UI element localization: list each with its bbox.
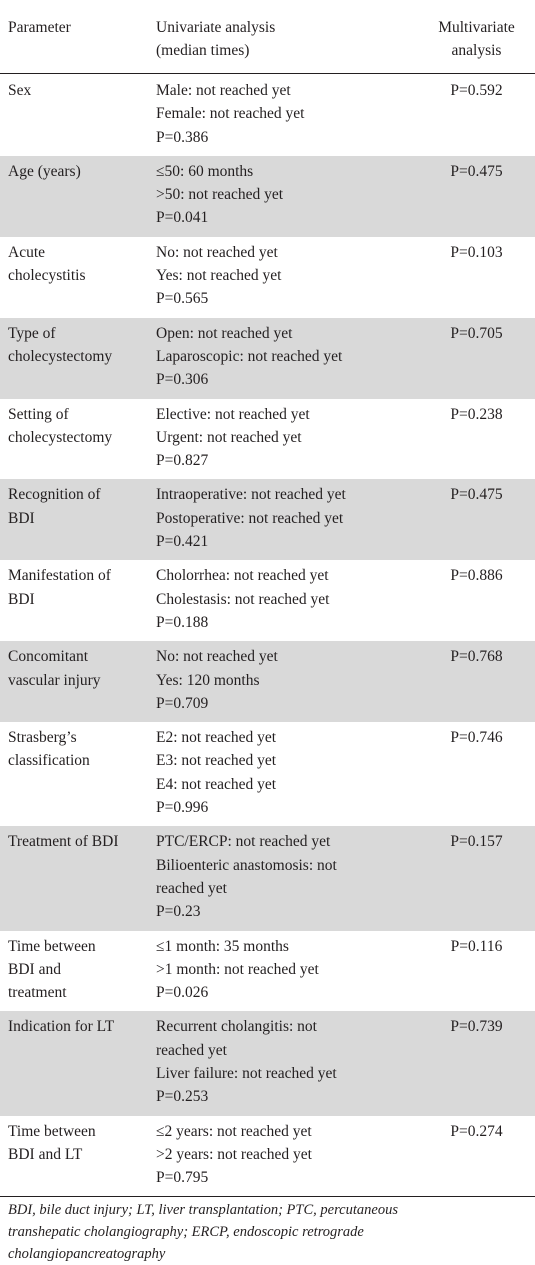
parameter-text: Treatment of BDI xyxy=(8,833,119,851)
parameter-cell xyxy=(0,237,156,318)
table-row xyxy=(0,826,535,930)
univariate-cell xyxy=(156,237,418,318)
univariate-text: PTC/ERCP: not reached yet xyxy=(156,833,331,851)
table-row xyxy=(0,560,535,641)
parameter-cell xyxy=(0,399,156,480)
multivariate-cell xyxy=(418,560,535,641)
table-row xyxy=(0,641,535,722)
univariate-text: Cholorrhea: not reached yet xyxy=(156,567,329,585)
table-header xyxy=(0,0,535,74)
univariate-cell xyxy=(156,641,418,722)
multivariate-p-value: P=0.116 xyxy=(450,937,503,955)
table-row xyxy=(0,931,535,1012)
multivariate-cell xyxy=(418,641,535,722)
table-row xyxy=(0,237,535,318)
parameter-text: BDI and xyxy=(8,960,61,978)
univariate-text: E3: not reached yet xyxy=(156,752,277,770)
univariate-text: P=0.041 xyxy=(156,209,209,227)
multivariate-cell xyxy=(418,74,535,156)
parameter-cell xyxy=(0,318,156,399)
multivariate-p-value: P=0.274 xyxy=(450,1122,503,1140)
parameter-cell xyxy=(0,1116,156,1197)
multivariate-p-value: P=0.746 xyxy=(450,729,503,747)
header-parameter-text: Parameter xyxy=(8,19,71,36)
parameter-cell xyxy=(0,641,156,722)
parameter-text: Sex xyxy=(8,82,32,99)
table-row xyxy=(0,74,535,156)
multivariate-cell xyxy=(418,722,535,826)
multivariate-p-value: P=0.705 xyxy=(450,324,503,342)
univariate-text: Intraoperative: not reached yet xyxy=(156,486,346,504)
table-row xyxy=(0,1011,535,1115)
parameter-text: Time between xyxy=(8,1122,96,1140)
univariate-text: Laparoscopic: not reached yet xyxy=(156,347,343,365)
univariate-text: E4: not reached yet xyxy=(156,775,277,793)
multivariate-cell xyxy=(418,1116,535,1197)
header-multivariate-line: analysis xyxy=(451,42,502,59)
univariate-cell xyxy=(156,399,418,480)
univariate-text: P=0.565 xyxy=(156,290,209,308)
parameter-text: cholecystitis xyxy=(8,267,86,285)
multivariate-p-value: P=0.739 xyxy=(450,1018,503,1036)
parameter-cell xyxy=(0,722,156,826)
parameter-text: Indication for LT xyxy=(8,1018,115,1036)
parameter-text: BDI xyxy=(8,509,35,527)
univariate-text: Cholestasis: not reached yet xyxy=(156,590,330,608)
parameter-cell xyxy=(0,156,156,237)
univariate-cell xyxy=(156,1011,418,1115)
univariate-text: P=0.253 xyxy=(156,1088,209,1106)
univariate-cell xyxy=(156,479,418,560)
multivariate-p-value: P=0.592 xyxy=(450,82,503,99)
univariate-text: reached yet xyxy=(156,1041,227,1059)
univariate-text: Yes: not reached yet xyxy=(156,267,282,285)
parameter-text: Time between xyxy=(8,937,96,955)
parameter-text: treatment xyxy=(8,984,67,1002)
header-univariate xyxy=(156,0,418,74)
univariate-text: P=0.026 xyxy=(156,984,209,1002)
parameter-text: BDI and LT xyxy=(8,1145,83,1163)
univariate-cell xyxy=(156,156,418,237)
parameter-text: Type of xyxy=(8,324,56,342)
univariate-text: P=0.709 xyxy=(156,694,209,712)
parameter-text: Manifestation of xyxy=(8,567,111,585)
univariate-cell xyxy=(156,722,418,826)
univariate-text: Liver failure: not reached yet xyxy=(156,1064,337,1082)
univariate-text: >2 years: not reached yet xyxy=(156,1145,312,1163)
univariate-text: Bilioenteric anastomosis: not xyxy=(156,856,337,874)
multivariate-cell xyxy=(418,237,535,318)
multivariate-cell xyxy=(418,399,535,480)
table-row xyxy=(0,318,535,399)
parameter-text: vascular injury xyxy=(8,671,101,689)
header-multivariate xyxy=(418,0,535,74)
univariate-text: E2: not reached yet xyxy=(156,729,277,747)
parameter-text: Concomitant xyxy=(8,648,89,666)
univariate-cell xyxy=(156,74,418,156)
footnote-line: transhepatic cholangiography; ERCP, endoscopic retrograde xyxy=(8,1224,364,1241)
parameter-text: Recognition of xyxy=(8,486,101,504)
parameter-text: Acute xyxy=(8,243,46,261)
multivariate-cell xyxy=(418,318,535,399)
parameter-text: classification xyxy=(8,752,90,770)
univariate-text: Postoperative: not reached yet xyxy=(156,509,344,527)
multivariate-p-value: P=0.768 xyxy=(450,648,503,666)
multivariate-cell xyxy=(418,826,535,930)
univariate-text: ≤1 month: 35 months xyxy=(156,937,289,955)
univariate-text: P=0.306 xyxy=(156,371,209,389)
univariate-text: P=0.386 xyxy=(156,128,209,146)
univariate-text: P=0.23 xyxy=(156,903,201,921)
univariate-text: Female: not reached yet xyxy=(156,105,305,123)
table-body xyxy=(0,74,535,1197)
footnote-line: cholangiopancreatography xyxy=(8,1246,166,1263)
parameter-cell xyxy=(0,1011,156,1115)
univariate-cell xyxy=(156,318,418,399)
table-row xyxy=(0,1116,535,1197)
parameter-text: cholecystectomy xyxy=(8,347,113,365)
multivariate-cell xyxy=(418,479,535,560)
table-row xyxy=(0,399,535,480)
univariate-text: P=0.795 xyxy=(156,1169,209,1187)
parameter-text: Setting of xyxy=(8,405,69,423)
univariate-text: >50: not reached yet xyxy=(156,186,284,204)
univariate-cell xyxy=(156,931,418,1012)
parameter-cell xyxy=(0,479,156,560)
multivariate-p-value: P=0.238 xyxy=(450,405,503,423)
parameter-cell xyxy=(0,560,156,641)
multivariate-p-value: P=0.475 xyxy=(450,162,503,180)
header-row xyxy=(0,0,535,74)
table-footnote xyxy=(0,1197,535,1265)
univariate-cell xyxy=(156,826,418,930)
multivariate-p-value: P=0.157 xyxy=(450,833,503,851)
univariate-text: reached yet xyxy=(156,879,227,897)
header-univariate-line: Univariate analysis xyxy=(156,19,276,36)
multivariate-p-value: P=0.103 xyxy=(450,243,503,261)
univariate-text: P=0.827 xyxy=(156,452,209,470)
table-row xyxy=(0,479,535,560)
parameter-cell xyxy=(0,826,156,930)
univariate-cell xyxy=(156,1116,418,1197)
header-multivariate-line: Multivariate xyxy=(438,19,515,36)
header-parameter xyxy=(0,0,156,74)
univariate-text: ≤2 years: not reached yet xyxy=(156,1122,312,1140)
parameter-text: BDI xyxy=(8,590,35,608)
footnote-line: BDI, bile duct injury; LT, liver transplantation; PTC, percutaneous xyxy=(8,1202,398,1219)
parameter-text: Age (years) xyxy=(8,162,81,180)
univariate-text: Urgent: not reached yet xyxy=(156,428,302,446)
multivariate-cell xyxy=(418,1011,535,1115)
univariate-cell xyxy=(156,560,418,641)
multivariate-p-value: P=0.886 xyxy=(450,567,503,585)
univariate-text: No: not reached yet xyxy=(156,243,278,261)
univariate-text: P=0.188 xyxy=(156,613,209,631)
univariate-text: ≤50: 60 months xyxy=(156,162,254,180)
multivariate-cell xyxy=(418,156,535,237)
univariate-text: Yes: 120 months xyxy=(156,671,260,689)
univariate-text: P=0.996 xyxy=(156,799,209,817)
multivariate-p-value: P=0.475 xyxy=(450,486,503,504)
table-row xyxy=(0,722,535,826)
univariate-text: >1 month: not reached yet xyxy=(156,960,319,978)
univariate-text: Open: not reached yet xyxy=(156,324,293,342)
univariate-text: No: not reached yet xyxy=(156,648,278,666)
univariate-text: Recurrent cholangitis: not xyxy=(156,1018,317,1036)
multivariate-cell xyxy=(418,931,535,1012)
univariate-text: Male: not reached yet xyxy=(156,82,291,99)
parameter-cell xyxy=(0,74,156,156)
table-row xyxy=(0,156,535,237)
parameter-cell xyxy=(0,931,156,1012)
univariate-text: P=0.421 xyxy=(156,533,209,551)
parameter-text: cholecystectomy xyxy=(8,428,113,446)
header-univariate-line: (median times) xyxy=(156,42,250,59)
univariate-text: Elective: not reached yet xyxy=(156,405,310,423)
parameter-text: Strasberg’s xyxy=(8,729,77,747)
